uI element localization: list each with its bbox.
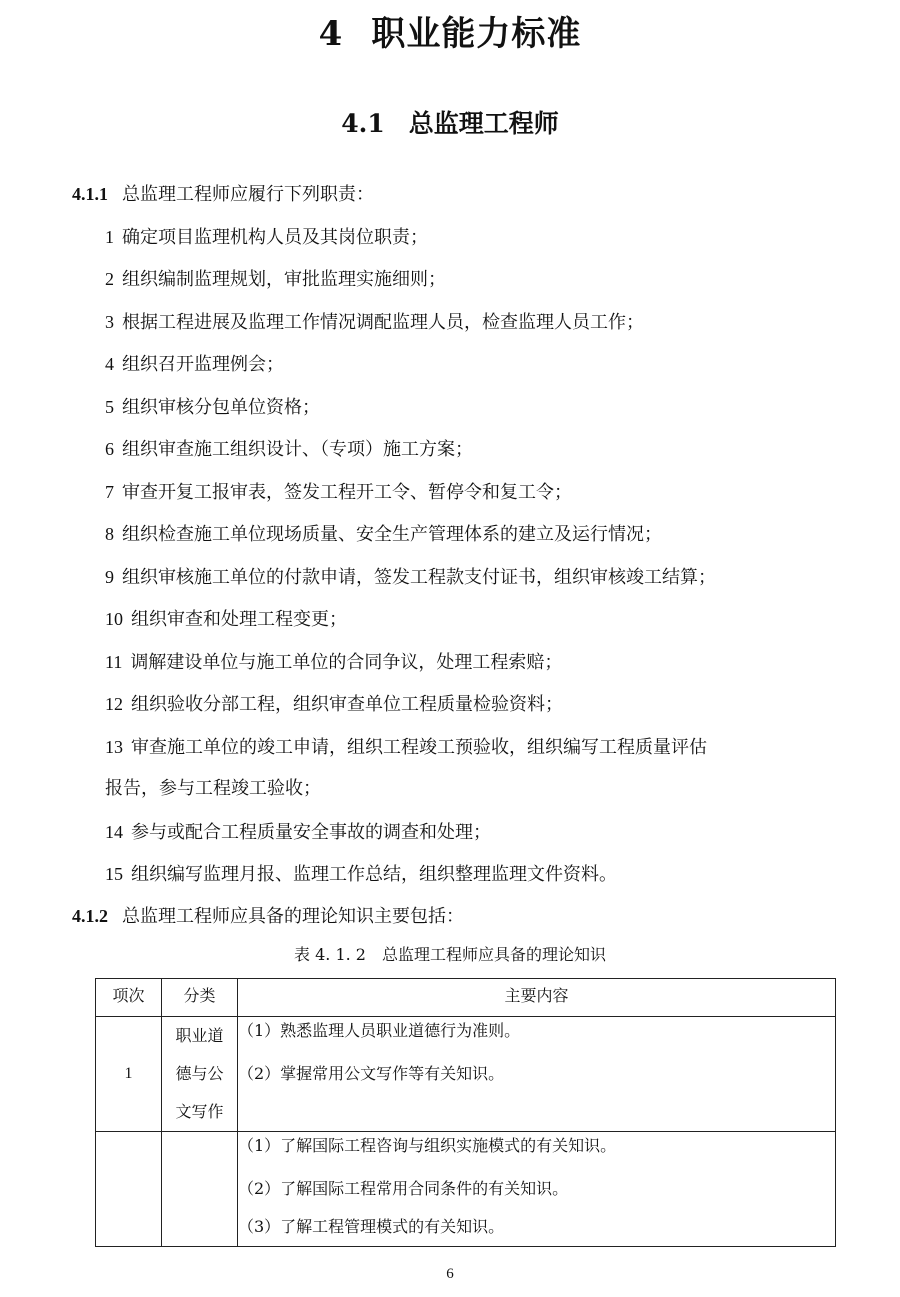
duty-item-number: 5 xyxy=(105,397,114,417)
duty-item-number: 13 xyxy=(105,737,123,757)
chapter-number: 4 xyxy=(318,14,344,54)
duty-item-number: 7 xyxy=(105,482,114,502)
duty-item xyxy=(105,692,563,717)
duty-item-text: 组织审查和处理工程变更； xyxy=(131,609,347,630)
category-line: 文写作 xyxy=(175,1102,224,1121)
clause-number: 4.1.2 xyxy=(72,906,108,926)
duty-item-number: 9 xyxy=(105,567,114,587)
duty-item xyxy=(105,225,428,250)
duty-item-text: 组织编制监理规划，审批监理实施细则； xyxy=(122,269,446,290)
duty-item-text: 确定项目监理机构人员及其岗位职责； xyxy=(122,227,428,248)
duty-item-text: 组织检查施工单位现场质量、安全生产管理体系的建立及运行情况； xyxy=(122,524,662,545)
duty-item xyxy=(105,522,662,547)
duty-item xyxy=(105,820,491,845)
clause-4-1-1 xyxy=(72,182,374,207)
duty-item-text: 审查施工单位的竣工申请，组织工程竣工预验收，组织编写工程质量评估 xyxy=(131,737,707,758)
content-line: （1）了解国际工程咨询与组织实施模式的有关知识。 xyxy=(238,1136,617,1155)
chapter-title-text: 职业能力标准 xyxy=(371,14,582,54)
duty-item-text: 报告，参与工程竣工验收； xyxy=(105,778,321,799)
duty-item-continuation xyxy=(105,777,321,801)
duty-item-number: 11 xyxy=(105,652,123,672)
duty-item xyxy=(105,437,473,462)
clause-text: 总监理工程师应具备的理论知识主要包括： xyxy=(122,906,464,927)
duty-item-text: 组织审核分包单位资格； xyxy=(122,397,320,418)
duty-item xyxy=(105,607,347,632)
header-category: 分类 xyxy=(162,979,238,1017)
duty-item-text: 参与或配合工程质量安全事故的调查和处理； xyxy=(131,822,491,843)
duty-item xyxy=(105,267,446,292)
duty-item-text: 组织验收分部工程，组织审查单位工程质量检验资料； xyxy=(131,694,563,715)
duty-item-text: 根据工程进展及监理工作情况调配监理人员，检查监理人员工作； xyxy=(122,312,644,333)
section-title xyxy=(0,104,900,140)
duty-item xyxy=(105,862,617,887)
duty-item xyxy=(105,310,644,335)
table-row xyxy=(96,1017,836,1132)
category-line: 德与公 xyxy=(175,1064,224,1083)
duty-item-number: 12 xyxy=(105,694,123,714)
page-number: 6 xyxy=(446,1266,454,1282)
duty-item xyxy=(105,395,320,420)
duty-item-number: 8 xyxy=(105,524,114,544)
clause-number: 4.1.1 xyxy=(72,184,108,204)
content-line: （3）了解工程管理模式的有关知识。 xyxy=(238,1217,505,1236)
content-line: （2）了解国际工程常用合同条件的有关知识。 xyxy=(238,1179,569,1198)
duty-item-number: 1 xyxy=(105,227,114,247)
duty-item-text: 组织审核施工单位的付款申请，签发工程款支付证书，组织审核竣工结算； xyxy=(122,567,716,588)
section-title-text: 总监理工程师 xyxy=(408,109,559,138)
duty-item-text: 审查开复工报审表，签发工程开工令、暂停令和复工令； xyxy=(122,482,572,503)
chapter-title xyxy=(0,6,900,55)
knowledge-table xyxy=(95,978,836,1247)
duty-item xyxy=(105,735,707,760)
duty-item-number: 4 xyxy=(105,354,114,374)
duty-item-number: 2 xyxy=(105,269,114,289)
duty-item-text: 组织编写监理月报、监理工作总结，组织整理监理文件资料。 xyxy=(131,864,617,885)
content-line: （2）掌握常用公文写作等有关知识。 xyxy=(238,1064,505,1083)
duty-item-number: 3 xyxy=(105,312,114,332)
duty-item xyxy=(105,650,562,675)
row-content xyxy=(238,1132,836,1247)
table-header-row xyxy=(96,979,836,1017)
duty-item-text: 组织召开监理例会； xyxy=(122,354,284,375)
duty-item xyxy=(105,480,572,505)
header-index: 项次 xyxy=(96,979,162,1017)
clause-4-1-2 xyxy=(72,904,464,929)
row-category xyxy=(162,1017,238,1132)
content-line: （1）熟悉监理人员职业道德行为准则。 xyxy=(238,1021,521,1040)
category-line: 职业道 xyxy=(175,1026,224,1045)
duty-item-text: 调解建设单位与施工单位的合同争议，处理工程索赔； xyxy=(130,652,563,673)
section-number: 4.1 xyxy=(341,109,385,138)
row-index xyxy=(96,1132,162,1247)
duty-item-number: 15 xyxy=(105,864,123,884)
clause-text: 总监理工程师应履行下列职责： xyxy=(122,184,374,205)
header-content: 主要内容 xyxy=(238,979,836,1017)
duty-item xyxy=(105,352,284,377)
table-caption: 表 4. 1. 2 总监理工程师应具备的理论知识 xyxy=(294,945,606,964)
row-index: 1 xyxy=(96,1017,162,1132)
duty-item-text: 组织审查施工组织设计、（专项）施工方案； xyxy=(122,439,473,460)
duty-item-number: 10 xyxy=(105,609,123,629)
table-row xyxy=(96,1132,836,1247)
row-content xyxy=(238,1017,836,1132)
row-category xyxy=(162,1132,238,1247)
duty-item xyxy=(105,565,716,590)
duty-item-number: 6 xyxy=(105,439,114,459)
duty-item-number: 14 xyxy=(105,822,123,842)
